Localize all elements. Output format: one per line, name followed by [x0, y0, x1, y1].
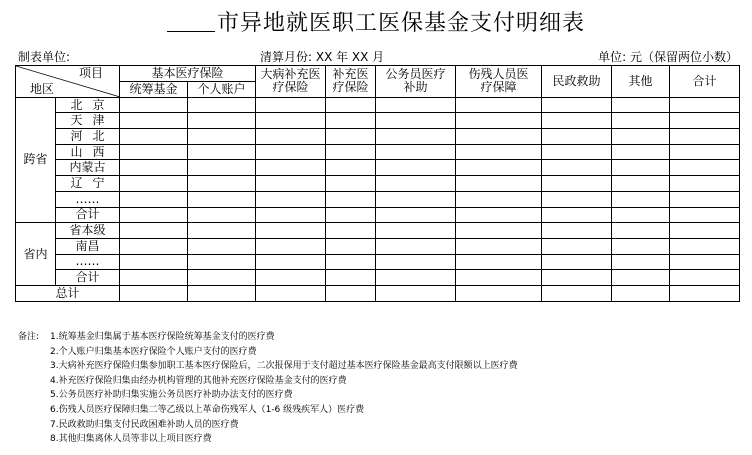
- header-other: 其他: [612, 66, 670, 98]
- page-title: [0, 6, 752, 37]
- group-within-province: 省内: [16, 223, 56, 286]
- header-pool-fund: 统筹基金: [120, 81, 188, 97]
- row-label: 辽宁: [56, 176, 120, 192]
- row-label: 内蒙古: [56, 160, 120, 176]
- header-disabled: 伤残人员医疗保障: [456, 66, 542, 98]
- table-row: [16, 176, 740, 192]
- header-serious-illness: 大病补充医疗保险: [256, 66, 326, 98]
- table-row: [16, 270, 740, 286]
- notes-section: [18, 330, 518, 447]
- header-personal-account: 个人账户: [188, 81, 256, 97]
- note-item: 7.民政救助归集支付民政困难补助人员的医疗费: [50, 419, 239, 430]
- header-total: 合计: [670, 66, 740, 98]
- table-row: [16, 97, 740, 113]
- row-label: 天津: [56, 113, 120, 129]
- row-label: 南昌: [56, 238, 120, 254]
- note-item: 3.大病补充医疗保险归集参加职工基本医疗保险后，二次报保用于支付超过基本医疗保险基金最高支付限额以上医疗费: [50, 361, 518, 372]
- settlement-period: 清算月份: XX 年 XX 月: [260, 50, 385, 64]
- header-item: 项目: [78, 66, 103, 80]
- compiling-unit-label: 制表单位:: [18, 50, 71, 64]
- payment-detail-table: [15, 65, 740, 302]
- notes-list: [18, 330, 518, 447]
- header-civil-servant: 公务员医疗补助: [376, 66, 456, 98]
- row-label: 北京: [56, 97, 120, 113]
- row-label: ……: [56, 191, 120, 207]
- row-label: ……: [56, 254, 120, 270]
- note-item: 4.补充医疗保险归集由经办机构管理的其他补充医疗保险基金支付的医疗费: [50, 375, 347, 386]
- table-row: [16, 207, 740, 223]
- table-row: [16, 223, 740, 239]
- table-row: [16, 113, 740, 129]
- note-item: 2.个人账户归集基本医疗保险个人账户支付的医疗费: [50, 346, 257, 357]
- note-item: 6.伤残人员医疗保障归集二等乙级以上革命伤残军人（1-6 级残疾军人）医疗费: [50, 404, 365, 415]
- table-row: [16, 191, 740, 207]
- currency-unit: 单位: 元（保留两位小数）: [598, 50, 738, 64]
- row-label: 山西: [56, 144, 120, 160]
- table-row: [16, 144, 740, 160]
- table-row: [16, 129, 740, 145]
- corner-header: [16, 66, 120, 98]
- grand-total-label: 总计: [16, 285, 120, 301]
- group-cross-province: 跨省: [16, 97, 56, 223]
- title-blank-line: [167, 11, 215, 32]
- row-label: 合计: [56, 270, 120, 286]
- table-row: [16, 238, 740, 254]
- note-item: 8.其他归集离休人员等非以上项目医疗费: [50, 434, 212, 445]
- header-civil-relief: 民政救助: [542, 66, 612, 98]
- table-row: [16, 254, 740, 270]
- note-item: 1.统筹基金归集属于基本医疗保险统筹基金支付的医疗费: [50, 332, 275, 342]
- table-row: [16, 160, 740, 176]
- note-item: 5.公务员医疗补助归集实施公务员医疗补助办法支付的医疗费: [50, 390, 293, 401]
- header-basic-insurance: 基本医疗保险: [120, 66, 256, 82]
- notes-label: 备注:: [18, 332, 40, 342]
- header-supplement: 补充医疗保险: [326, 66, 376, 98]
- table-row-grand-total: [16, 285, 740, 301]
- row-label: 合计: [56, 207, 120, 223]
- row-label: 省本级: [56, 223, 120, 239]
- title-text: 市异地就医职工医保基金支付明细表: [216, 11, 585, 36]
- row-label: 河北: [56, 129, 120, 145]
- header-region: 地区: [30, 81, 55, 96]
